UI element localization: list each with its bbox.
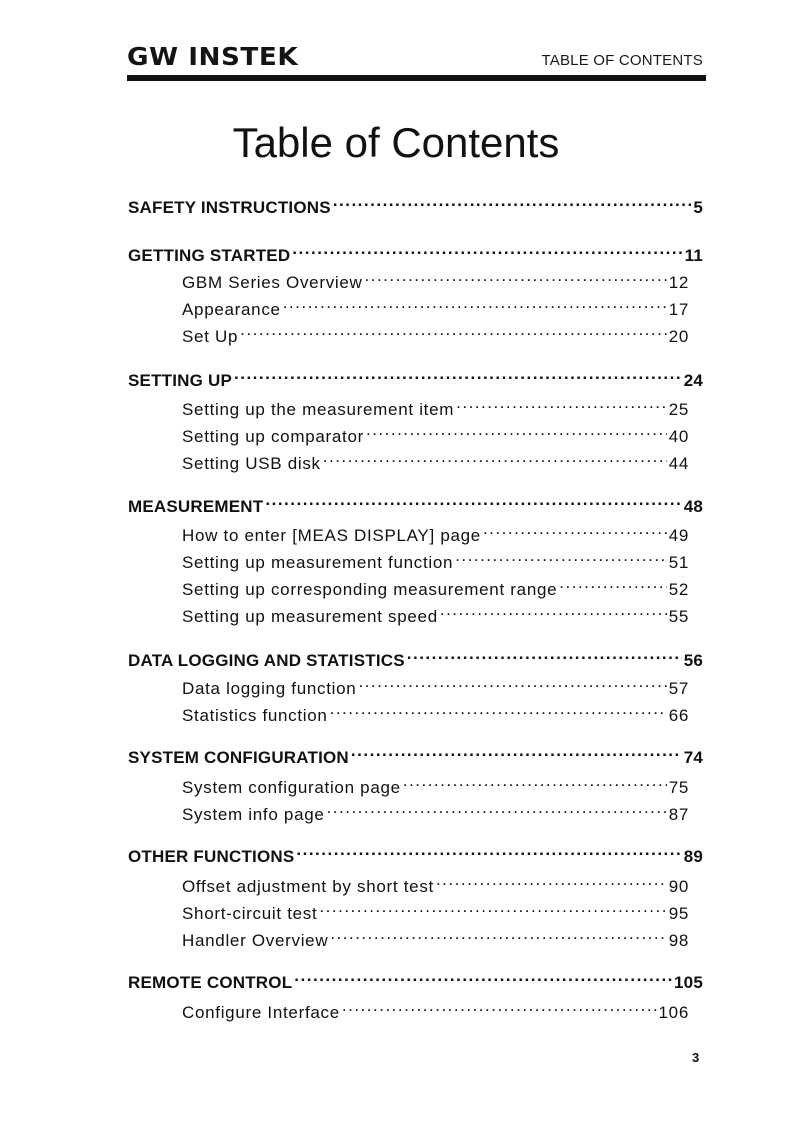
- toc-entry-label: GETTING STARTED: [128, 246, 291, 265]
- page-title: Table of Contents: [232, 119, 560, 166]
- toc-entry-page: 11: [684, 246, 703, 265]
- running-header: TABLE OF CONTENTS: [541, 52, 703, 69]
- toc-dot-leader: [323, 445, 667, 469]
- toc-entry-label: Configure Interface: [182, 1003, 340, 1022]
- toc-dot-leader: [296, 838, 681, 862]
- toc-chapter-entry[interactable]: [128, 237, 703, 265]
- toc-section-entry[interactable]: [182, 445, 689, 473]
- page-number: 3: [692, 1050, 700, 1065]
- toc-entry-label: DATA LOGGING AND STATISTICS: [128, 651, 405, 670]
- toc-dot-leader: [436, 868, 667, 892]
- toc-dot-leader: [365, 264, 667, 288]
- toc-entry-label: Appearance: [182, 300, 281, 319]
- toc-dot-leader: [366, 418, 667, 442]
- toc-entry-label: Setting up the measurement item: [182, 400, 455, 419]
- toc-entry-label: Short-circuit test: [182, 904, 318, 923]
- toc-entry-page: 98: [668, 931, 689, 950]
- toc-section-entry[interactable]: [182, 868, 689, 896]
- toc-chapter-entry[interactable]: [128, 739, 703, 767]
- toc-dot-leader: [403, 769, 667, 793]
- toc-chapter-entry[interactable]: [128, 488, 703, 516]
- toc-section-entry[interactable]: [182, 922, 689, 950]
- toc-dot-leader: [456, 391, 667, 415]
- toc-entry-page: 25: [668, 400, 689, 419]
- toc-entry-label: Handler Overview: [182, 931, 329, 950]
- toc-entry-page: 20: [668, 327, 689, 346]
- toc-entry-label: Offset adjustment by short test: [182, 877, 434, 896]
- toc-section-entry[interactable]: [182, 517, 689, 545]
- toc-dot-leader: [407, 642, 682, 666]
- toc-entry-label: SAFETY INSTRUCTIONS: [128, 198, 331, 217]
- toc-entry-page: 89: [683, 847, 703, 866]
- toc-entry-label: GBM Series Overview: [182, 273, 363, 292]
- toc-section-entry[interactable]: [182, 598, 689, 626]
- toc-dot-leader: [440, 598, 667, 622]
- toc-entry-label: REMOTE CONTROL: [128, 973, 293, 992]
- toc-section-entry[interactable]: [182, 571, 689, 599]
- toc-dot-leader: [330, 922, 666, 946]
- toc-dot-leader: [351, 739, 682, 763]
- toc-entry-page: 24: [683, 371, 703, 390]
- toc-entry-label: SETTING UP: [128, 371, 233, 390]
- toc-entry-label: Setting USB disk: [182, 454, 321, 473]
- toc-dot-leader: [240, 318, 667, 342]
- toc-entry-page: 51: [668, 553, 689, 572]
- toc-entry-page: 57: [668, 679, 689, 698]
- toc-entry-page: 106: [658, 1003, 689, 1022]
- toc-entry-page: 52: [668, 580, 689, 599]
- toc-entry-page: 5: [693, 198, 703, 217]
- toc-section-entry[interactable]: [182, 544, 689, 572]
- toc-entry-page: 49: [668, 526, 689, 545]
- toc-dot-leader: [358, 670, 666, 694]
- toc-entry-page: 105: [674, 973, 703, 992]
- toc-entry-label: SYSTEM CONFIGURATION: [128, 748, 349, 767]
- toc-entry-page: 44: [668, 454, 689, 473]
- toc-entry-page: 66: [668, 706, 689, 725]
- toc-section-entry[interactable]: [182, 264, 689, 292]
- toc-chapter-entry[interactable]: [128, 189, 703, 217]
- toc-dot-leader: [292, 237, 682, 261]
- toc-entry-label: System configuration page: [182, 778, 401, 797]
- toc-entry-label: Setting up comparator: [182, 427, 364, 446]
- toc-section-entry[interactable]: [182, 291, 689, 319]
- toc-chapter-entry[interactable]: [128, 642, 703, 670]
- toc-dot-leader: [327, 796, 667, 820]
- toc-section-entry[interactable]: [182, 895, 689, 923]
- toc-entry-label: Setting up measurement function: [182, 553, 454, 572]
- toc-entry-page: 40: [668, 427, 689, 446]
- toc-section-entry[interactable]: [182, 670, 689, 698]
- toc-entry-page: 48: [683, 497, 703, 516]
- toc-section-entry[interactable]: [182, 994, 689, 1022]
- toc-dot-leader: [330, 697, 667, 721]
- toc-entry-label: Setting up measurement speed: [182, 607, 438, 626]
- toc-chapter-entry[interactable]: [128, 964, 703, 992]
- toc-entry-label: How to enter [MEAS DISPLAY] page: [182, 526, 481, 545]
- toc-dot-leader: [265, 488, 681, 512]
- toc-dot-leader: [283, 291, 667, 315]
- toc-dot-leader: [342, 994, 657, 1018]
- toc-section-entry[interactable]: [182, 418, 689, 446]
- toc-entry-page: 12: [668, 273, 689, 292]
- toc-section-entry[interactable]: [182, 769, 689, 797]
- toc-entry-label: System info page: [182, 805, 325, 824]
- toc-entry-label: Data logging function: [182, 679, 357, 698]
- toc-entry-label: Setting up corresponding measurement range: [182, 580, 558, 599]
- toc-section-entry[interactable]: [182, 318, 689, 346]
- toc-entry-label: Set Up: [182, 327, 239, 346]
- toc-entry-page: 90: [668, 877, 689, 896]
- toc-section-entry[interactable]: [182, 391, 689, 419]
- toc-chapter-entry[interactable]: [128, 362, 703, 390]
- toc-dot-leader: [559, 571, 666, 595]
- toc-dot-leader: [234, 362, 682, 386]
- brand-logo: GW INSTEK: [127, 42, 299, 71]
- toc-section-entry[interactable]: [182, 796, 689, 824]
- toc-entry-page: 55: [668, 607, 689, 626]
- toc-dot-leader: [483, 517, 667, 541]
- toc-dot-leader: [333, 189, 692, 213]
- toc-entry-label: MEASUREMENT: [128, 497, 264, 516]
- toc-dot-leader: [455, 544, 667, 568]
- toc-entry-label: Statistics function: [182, 706, 328, 725]
- toc-dot-leader: [294, 964, 672, 988]
- toc-section-entry[interactable]: [182, 697, 689, 725]
- toc-dot-leader: [319, 895, 666, 919]
- toc-entry-page: 87: [668, 805, 689, 824]
- toc-entry-label: OTHER FUNCTIONS: [128, 847, 295, 866]
- toc-entry-page: 95: [668, 904, 689, 923]
- toc-chapter-entry[interactable]: [128, 838, 703, 866]
- toc-entry-page: 74: [683, 748, 703, 767]
- toc-entry-page: 17: [668, 300, 689, 319]
- toc-entry-page: 56: [683, 651, 703, 670]
- toc-entry-page: 75: [668, 778, 689, 797]
